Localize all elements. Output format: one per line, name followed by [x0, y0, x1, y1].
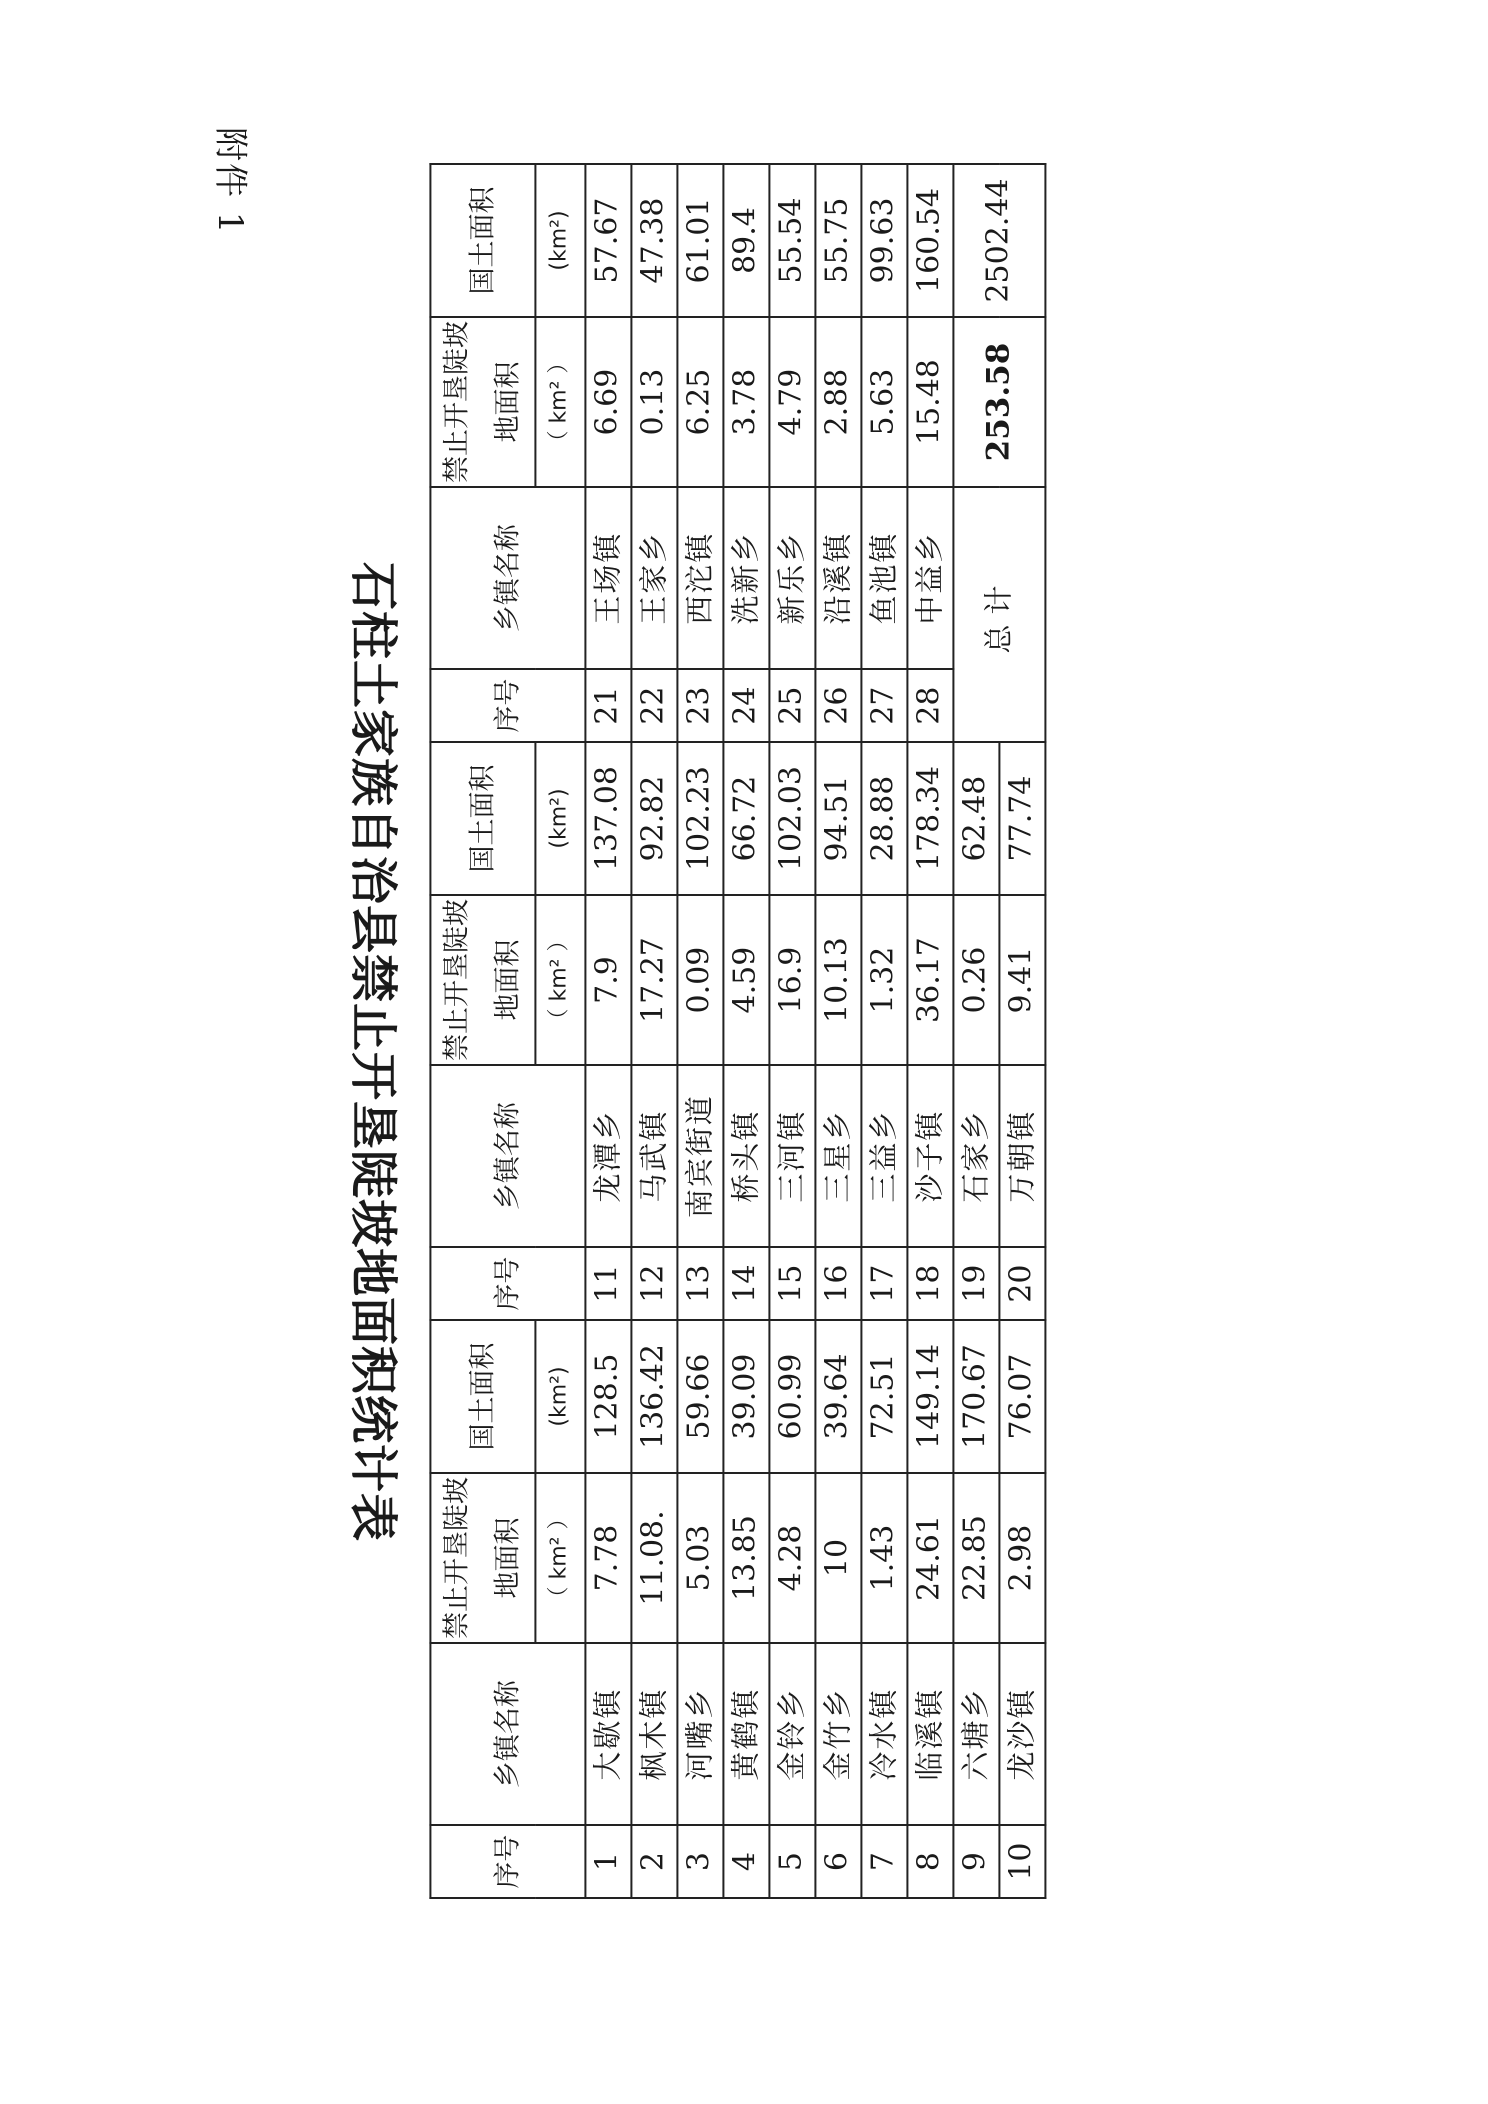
statistics-table — [429, 163, 1046, 1899]
land-cell: 160.54 — [907, 164, 953, 317]
slope-cell: 24.61 — [907, 1473, 953, 1643]
land-cell: 89.4 — [723, 164, 769, 317]
land-cell: 137.08 — [585, 742, 631, 895]
town-cell: 桥头镇 — [723, 1065, 769, 1247]
seq-cell: 3 — [677, 1825, 723, 1898]
header-row — [430, 164, 535, 1898]
slope-cell: 16.9 — [769, 895, 815, 1065]
seq-cell: 22 — [631, 669, 677, 742]
seq-cell: 12 — [631, 1247, 677, 1320]
seq-cell: 25 — [769, 669, 815, 742]
town-cell: 西沱镇 — [677, 487, 723, 669]
table-row — [631, 164, 677, 1898]
land-cell: 102.23 — [677, 742, 723, 895]
slope-area-header: 禁止开垦陡坡地面积 — [430, 895, 535, 1065]
slope-cell: 7.9 — [585, 895, 631, 1065]
land-cell: 102.03 — [769, 742, 815, 895]
town-cell: 中益乡 — [907, 487, 953, 669]
land-cell: 66.72 — [723, 742, 769, 895]
land-cell: 77.74 — [999, 742, 1045, 895]
table-row — [677, 164, 723, 1898]
seq-cell: 2 — [631, 1825, 677, 1898]
seq-cell: 10 — [999, 1825, 1045, 1898]
slope-area-header: 禁止开垦陡坡地面积 — [430, 317, 535, 487]
land-area-header: 国土面积 — [430, 164, 535, 317]
seq-header: 序号 — [430, 669, 585, 742]
town-cell: 金竹乡 — [815, 1643, 861, 1825]
land-cell: 149.14 — [907, 1320, 953, 1473]
slope-cell: 2.98 — [999, 1473, 1045, 1643]
town-header: 乡镇名称 — [430, 1065, 585, 1247]
seq-cell: 24 — [723, 669, 769, 742]
table-row — [769, 164, 815, 1898]
slope-cell: 13.85 — [723, 1473, 769, 1643]
slope-cell: 7.78 — [585, 1473, 631, 1643]
seq-cell: 19 — [953, 1247, 999, 1320]
table-row — [723, 164, 769, 1898]
seq-cell: 13 — [677, 1247, 723, 1320]
total-land: 2502.44 — [953, 164, 1045, 317]
town-cell: 沙子镇 — [907, 1065, 953, 1247]
town-cell: 王场镇 — [585, 487, 631, 669]
town-cell: 马武镇 — [631, 1065, 677, 1247]
slope-cell: 6.69 — [585, 317, 631, 487]
land-cell: 55.75 — [815, 164, 861, 317]
table-row — [907, 164, 953, 1898]
slope-cell: 0.26 — [953, 895, 999, 1065]
slope-cell: 1.43 — [861, 1473, 907, 1643]
slope-cell: 4.79 — [769, 317, 815, 487]
town-cell: 沿溪镇 — [815, 487, 861, 669]
town-cell: 大歇镇 — [585, 1643, 631, 1825]
land-cell: 60.99 — [769, 1320, 815, 1473]
seq-cell: 17 — [861, 1247, 907, 1320]
table-row — [953, 164, 999, 1898]
town-cell: 龙潭乡 — [585, 1065, 631, 1247]
land-cell: 72.51 — [861, 1320, 907, 1473]
slope-cell: 4.28 — [769, 1473, 815, 1643]
town-header: 乡镇名称 — [430, 1643, 585, 1825]
slope-unit: （ km² ） — [535, 1473, 585, 1643]
land-area-header: 国土面积 — [430, 742, 535, 895]
attachment-label: 附件 1 — [210, 127, 250, 236]
town-cell: 枫木镇 — [631, 1643, 677, 1825]
town-cell: 新乐乡 — [769, 487, 815, 669]
town-cell: 临溪镇 — [907, 1643, 953, 1825]
slope-cell: 10 — [815, 1473, 861, 1643]
land-cell: 62.48 — [953, 742, 999, 895]
land-cell: 178.34 — [907, 742, 953, 895]
slope-cell: 22.85 — [953, 1473, 999, 1643]
seq-cell: 16 — [815, 1247, 861, 1320]
slope-cell: 4.59 — [723, 895, 769, 1065]
table-row — [585, 164, 631, 1898]
slope-unit: （ km² ） — [535, 317, 585, 487]
town-cell: 万朝镇 — [999, 1065, 1045, 1247]
slope-unit: （ km² ） — [535, 895, 585, 1065]
seq-cell: 5 — [769, 1825, 815, 1898]
land-unit: (km²) — [535, 742, 585, 895]
land-cell: 28.88 — [861, 742, 907, 895]
town-cell: 石家乡 — [953, 1065, 999, 1247]
town-cell: 三益乡 — [861, 1065, 907, 1247]
slope-cell: 36.17 — [907, 895, 953, 1065]
page-title: 石柱土家族自治县禁止开垦陡坡地面积统计表 — [345, 561, 401, 1542]
town-cell: 河嘴乡 — [677, 1643, 723, 1825]
land-unit: (km²) — [535, 1320, 585, 1473]
slope-cell: 5.03 — [677, 1473, 723, 1643]
land-cell: 59.66 — [677, 1320, 723, 1473]
land-cell: 39.09 — [723, 1320, 769, 1473]
slope-cell: 11.08. — [631, 1473, 677, 1643]
land-cell: 57.67 — [585, 164, 631, 317]
land-cell: 92.82 — [631, 742, 677, 895]
land-cell: 55.54 — [769, 164, 815, 317]
seq-cell: 6 — [815, 1825, 861, 1898]
town-cell: 王家乡 — [631, 487, 677, 669]
slope-cell: 0.13 — [631, 317, 677, 487]
town-cell: 六塘乡 — [953, 1643, 999, 1825]
town-cell: 南宾街道 — [677, 1065, 723, 1247]
seq-cell: 7 — [861, 1825, 907, 1898]
seq-header: 序号 — [430, 1825, 585, 1898]
town-cell: 三河镇 — [769, 1065, 815, 1247]
land-cell: 47.38 — [631, 164, 677, 317]
slope-area-header: 禁止开垦陡坡地面积 — [430, 1473, 535, 1643]
seq-cell: 18 — [907, 1247, 953, 1320]
land-cell: 76.07 — [999, 1320, 1045, 1473]
slope-cell: 15.48 — [907, 317, 953, 487]
seq-cell: 15 — [769, 1247, 815, 1320]
town-cell: 三星乡 — [815, 1065, 861, 1247]
slope-cell: 0.09 — [677, 895, 723, 1065]
seq-cell: 8 — [907, 1825, 953, 1898]
total-label: 总计 — [953, 487, 1045, 742]
town-cell: 金铃乡 — [769, 1643, 815, 1825]
land-cell: 136.42 — [631, 1320, 677, 1473]
seq-cell: 26 — [815, 669, 861, 742]
slope-cell: 1.32 — [861, 895, 907, 1065]
seq-cell: 28 — [907, 669, 953, 742]
seq-cell: 4 — [723, 1825, 769, 1898]
slope-cell: 10.13 — [815, 895, 861, 1065]
town-cell: 鱼池镇 — [861, 487, 907, 669]
town-cell: 洗新乡 — [723, 487, 769, 669]
land-cell: 61.01 — [677, 164, 723, 317]
seq-cell: 27 — [861, 669, 907, 742]
land-cell: 39.64 — [815, 1320, 861, 1473]
header-unit-row — [535, 164, 585, 1898]
seq-cell: 14 — [723, 1247, 769, 1320]
land-cell: 170.67 — [953, 1320, 999, 1473]
land-cell: 94.51 — [815, 742, 861, 895]
slope-cell: 17.27 — [631, 895, 677, 1065]
table-row — [861, 164, 907, 1898]
town-cell: 龙沙镇 — [999, 1643, 1045, 1825]
town-cell: 黄鹤镇 — [723, 1643, 769, 1825]
land-unit: (km²) — [535, 164, 585, 317]
seq-header: 序号 — [430, 1247, 585, 1320]
seq-cell: 11 — [585, 1247, 631, 1320]
town-header: 乡镇名称 — [430, 487, 585, 669]
seq-cell: 9 — [953, 1825, 999, 1898]
town-cell: 冷水镇 — [861, 1643, 907, 1825]
seq-cell: 23 — [677, 669, 723, 742]
land-area-header: 国土面积 — [430, 1320, 535, 1473]
slope-cell: 5.63 — [861, 317, 907, 487]
slope-cell: 3.78 — [723, 317, 769, 487]
land-cell: 128.5 — [585, 1320, 631, 1473]
seq-cell: 21 — [585, 669, 631, 742]
seq-cell: 1 — [585, 1825, 631, 1898]
slope-cell: 9.41 — [999, 895, 1045, 1065]
total-slope: 253.58 — [953, 317, 1045, 487]
table-row — [815, 164, 861, 1898]
slope-cell: 6.25 — [677, 317, 723, 487]
land-cell: 99.63 — [861, 164, 907, 317]
slope-cell: 2.88 — [815, 317, 861, 487]
seq-cell: 20 — [999, 1247, 1045, 1320]
